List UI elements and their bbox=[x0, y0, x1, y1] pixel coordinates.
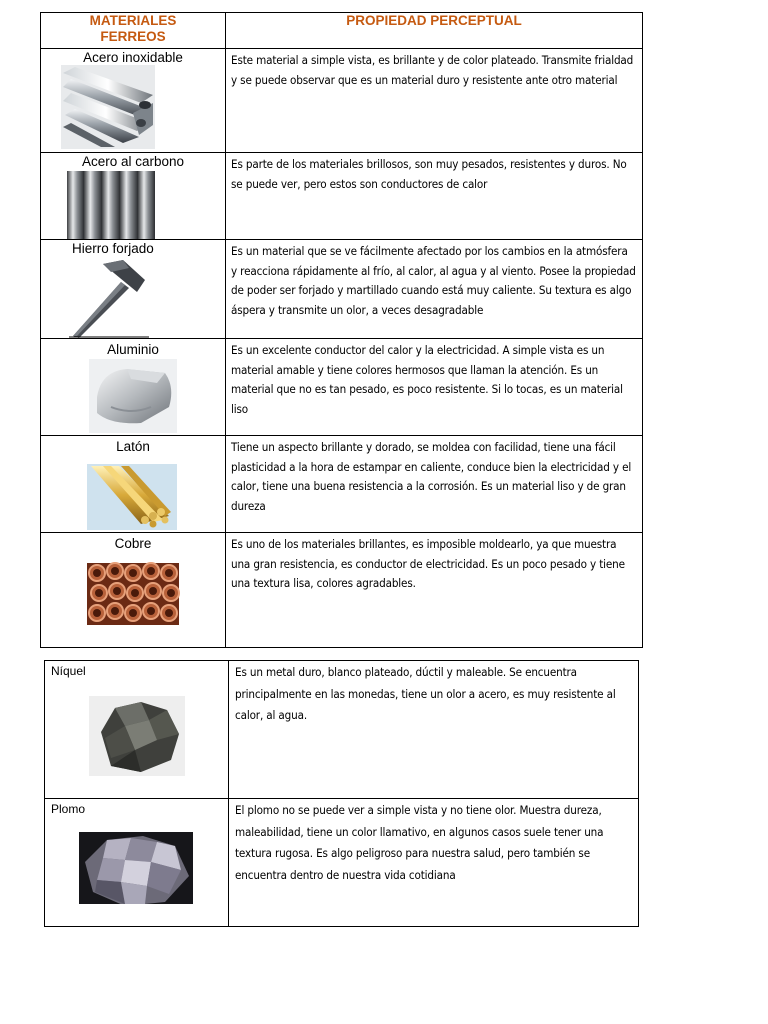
nickel-image bbox=[45, 680, 229, 780]
material-cell bbox=[45, 799, 229, 927]
material-name: Latón bbox=[116, 439, 150, 454]
copper-pipes-image bbox=[41, 551, 226, 625]
header-perceptual-property: PROPIEDAD PERCEPTUAL bbox=[226, 13, 643, 49]
ferrous-materials-table bbox=[40, 12, 643, 648]
table-row bbox=[45, 661, 639, 799]
table-row bbox=[41, 339, 643, 436]
material-name: Acero inoxidable bbox=[83, 50, 183, 65]
table-header-row bbox=[41, 13, 643, 49]
materials-table-2 bbox=[44, 660, 639, 927]
property-description: Es un metal duro, blanco plateado, dúctil y maleable. Se encuentra principalmente en las monedas, tiene un olor a acero, es muy resistente al calor, al agua. bbox=[229, 661, 639, 799]
property-description: El plomo no se puede ver a simple vista y no tiene olor. Muestra dureza, maleabilidad, tiene un color llamativo, en algunos casos suele tener una textura rugosa. Es algo peligroso para nuestra salud, pero también se encuentra dentro de nuestra vida cotidiana bbox=[229, 799, 639, 927]
material-name: Hierro forjado bbox=[72, 241, 154, 256]
material-cell bbox=[41, 533, 226, 648]
table-row bbox=[41, 533, 643, 648]
stainless-steel-image bbox=[41, 65, 226, 150]
material-cell bbox=[41, 339, 226, 436]
property-description: Este material a simple vista, es brillante y de color plateado. Transmite frialdad y se puede observar que es un material duro y resistente ante otro material bbox=[226, 49, 643, 153]
lead-image bbox=[45, 818, 229, 904]
table-row bbox=[41, 240, 643, 339]
property-description: Es un excelente conductor del calor y la electricidad. A simple vista es un material amable y tiene colores hermosos que llaman la atención. Es un material que no es tan pesado, es poco resistente. Si lo tocas, es un material liso bbox=[226, 339, 643, 436]
brass-rods-image bbox=[41, 454, 226, 532]
material-cell bbox=[41, 49, 226, 153]
material-name: Acero al carbono bbox=[81, 154, 185, 169]
property-description: Tiene un aspecto brillante y dorado, se moldea con facilidad, tiene una fácil plasticidad a la hora de estampar en caliente, conduce bien la electricidad y el calor, tiene una buena resistencia a la corrosión. Es un material liso y de gran dureza bbox=[226, 436, 643, 533]
wrought-iron-nail-image bbox=[41, 256, 226, 338]
material-name: Cobre bbox=[114, 536, 152, 551]
material-cell bbox=[45, 661, 229, 799]
material-cell bbox=[41, 153, 226, 240]
material-name: Níquel bbox=[51, 664, 86, 678]
table-row bbox=[41, 436, 643, 533]
property-description: Es un material que se ve fácilmente afectado por los cambios en la atmósfera y reacciona rápidamente al frío, al calor, al agua y al viento. Posee la propiedad de poder ser forjado y martillado cuando está muy caliente. Su textura es algo áspera y transmite un olor, a veces desagradable bbox=[226, 240, 643, 339]
material-cell bbox=[41, 436, 226, 533]
carbon-steel-image bbox=[41, 169, 226, 239]
property-description: Es uno de los materiales brillantes, es imposible moldearlo, ya que muestra una gran resistencia, es conductor de electricidad. Es un poco pesado y tiene una textura lisa, colores agradables. bbox=[226, 533, 643, 648]
material-name: Aluminio bbox=[107, 342, 159, 357]
table-row bbox=[41, 153, 643, 240]
aluminum-image bbox=[41, 357, 226, 435]
material-cell bbox=[41, 240, 226, 339]
header-materials: MATERIALES FERREOS bbox=[41, 13, 226, 49]
table-row bbox=[45, 799, 639, 927]
table-row bbox=[41, 49, 643, 153]
property-description: Es parte de los materiales brillosos, son muy pesados, resistentes y duros. No se puede ver, pero estos son conductores de calor bbox=[226, 153, 643, 240]
material-name: Plomo bbox=[51, 802, 86, 816]
